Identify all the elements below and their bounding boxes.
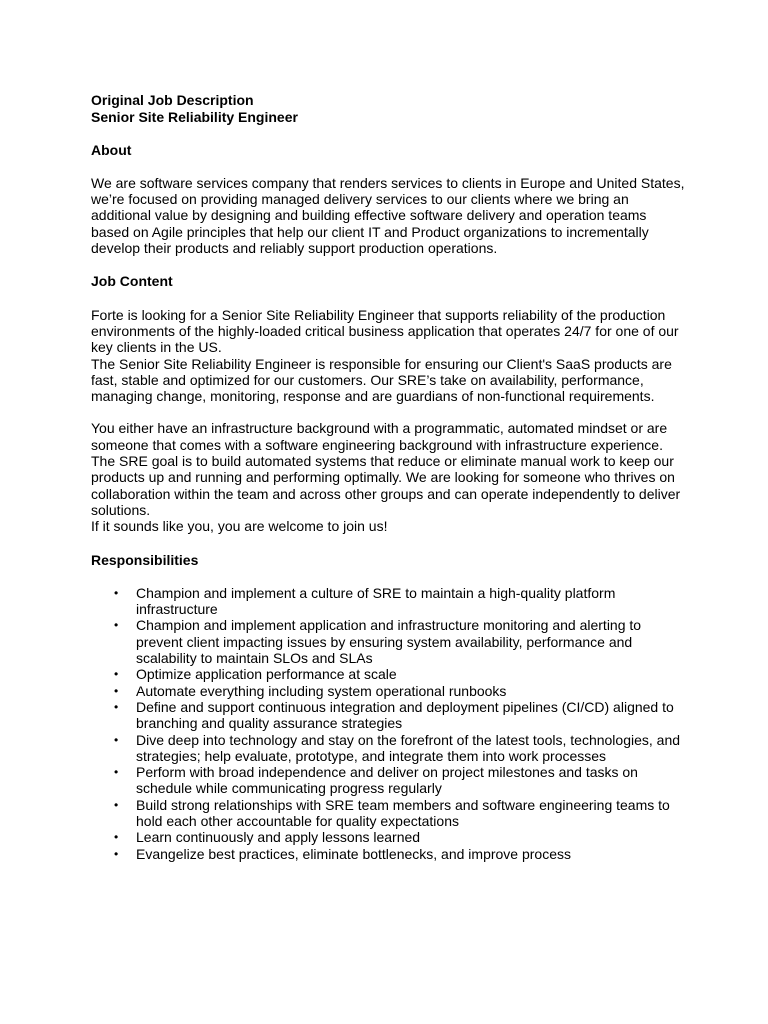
- list-item: [91, 797, 688, 830]
- job-content-paragraph-3: You either have an infrastructure background with a programmatic, automated mindset or are someone that comes with a software engineering background with infrastructure experience.: [91, 420, 668, 453]
- list-item: [91, 732, 688, 765]
- list-item-text: Learn continuously and apply lessons learned: [136, 829, 421, 846]
- list-item: [91, 829, 688, 845]
- job-content-paragraph-2: The Senior Site Reliability Engineer is responsible for ensuring our Client's SaaS products are fast, stable and optimized for our customers. Our SRE’s take on availability, performance, managing change, monitoring, response and are guardians of non-functional requirements.: [91, 355, 672, 405]
- job-content-paragraph-5: If it sounds like you, you are welcome to join us!: [91, 518, 388, 535]
- about-heading: About: [91, 141, 132, 158]
- list-item-text: Perform with broad independence and deliver on project milestones and tasks on schedule while communicating progress regularly: [136, 764, 638, 797]
- about-paragraph: We are software services company that renders services to clients in Europe and United States, we’re focused on providing managed delivery services to our clients where we bring an additional value by designing and building effective software delivery and operation teams based on Agile principles that help our client IT and Product organizations to incrementally develop their products and reliably support production operations.: [91, 174, 685, 257]
- bullet-icon: •: [114, 618, 119, 633]
- responsibilities-heading: Responsibilities: [91, 551, 199, 568]
- list-item-text: Define and support continuous integration and deployment pipelines (CI/CD) aligned to branching and quality assurance strategies: [136, 698, 674, 732]
- bullet-icon: •: [114, 765, 119, 780]
- list-item: [91, 699, 688, 732]
- list-item-text: Optimize application performance at scale: [136, 666, 397, 683]
- list-item-text: Champion and implement a culture of SRE to maintain a high-quality platform infrastructure: [136, 584, 616, 618]
- list-item-text: Build strong relationships with SRE team members and software engineering teams to hold each other accountable for quality expectations: [136, 796, 670, 829]
- bullet-icon: •: [114, 683, 119, 698]
- list-item: [91, 585, 688, 618]
- job-content-paragraph-1: Forte is looking for a Senior Site Reliability Engineer that supports reliability of the production environments of the highly-loaded critical business application that operates 24/7 for one of our key clients in the US.: [91, 306, 679, 356]
- bullet-icon: •: [114, 732, 119, 747]
- list-item-text: Champion and implement application and infrastructure monitoring and alerting to prevent client impacting issues by ensuring system availability, performance and scalability to maintain SLOs and SLAs: [136, 617, 642, 667]
- job-content-heading: Job Content: [91, 273, 173, 290]
- bullet-icon: •: [114, 585, 119, 600]
- bullet-icon: •: [114, 667, 119, 682]
- job-content-paragraph-4: The SRE goal is to build automated systems that reduce or eliminate manual work to keep our products up and running and performing optimally. We are looking for someone who thrives on collaboration within the team and across other groups and can operate independently to deliver solutions.: [91, 453, 681, 518]
- bullet-icon: •: [114, 846, 119, 861]
- responsibilities-list: [91, 585, 688, 862]
- list-item-text: Automate everything including system operational runbooks: [136, 682, 507, 699]
- bullet-icon: •: [114, 797, 119, 812]
- list-item-text: Dive deep into technology and stay on the forefront of the latest tools, technologies, and strategies; help evaluate, prototype, and integrate them into work processes: [136, 731, 681, 764]
- list-item: [91, 764, 688, 797]
- list-item-text: Evangelize best practices, eliminate bottlenecks, and improve process: [136, 845, 571, 862]
- list-item: [91, 846, 688, 862]
- list-item: [91, 683, 688, 699]
- bullet-icon: •: [114, 699, 119, 714]
- bullet-icon: •: [114, 830, 119, 845]
- document-title: Original Job Description: [91, 92, 254, 108]
- document-subtitle: Senior Site Reliability Engineer: [91, 109, 298, 126]
- list-item: [91, 617, 688, 666]
- list-item: [91, 666, 688, 682]
